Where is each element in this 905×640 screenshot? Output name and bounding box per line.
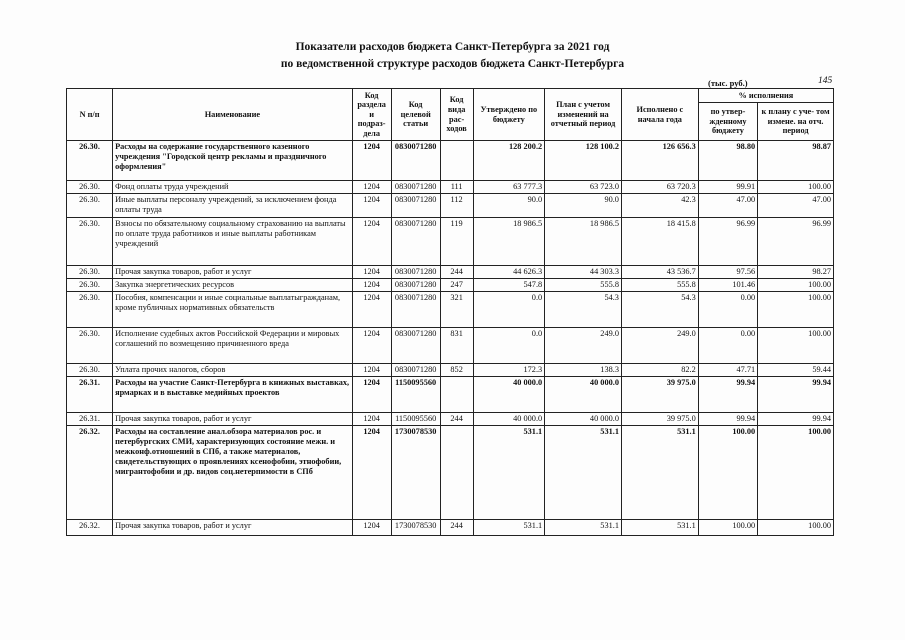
cell-plan: 531.1 [545,520,622,536]
cell-name: Исполнение судебных актов Российской Федерации и мировых соглашений по возмещению причиненного вреда [113,328,353,364]
cell-pct-plan: 47.00 [758,194,834,218]
header-name: Наименование [113,89,353,141]
cell-section: 1204 [352,377,391,413]
cell-plan: 63 723.0 [545,181,622,194]
cell-executed: 63 720.3 [621,181,698,194]
cell-type: 119 [440,218,473,266]
cell-name: Фонд оплаты труда учреждений [113,181,353,194]
cell-pct-approved: 100.00 [698,426,757,520]
cell-executed: 43 536.7 [621,266,698,279]
cell-num: 26.31. [67,377,113,413]
cell-plan: 128 100.2 [545,141,622,181]
cell-pct-plan: 98.27 [758,266,834,279]
header-type: Код вида рас- ходов [440,89,473,141]
cell-pct-plan: 99.94 [758,413,834,426]
report-title: Показатели расходов бюджета Санкт-Петербурга за 2021 год [295,41,610,53]
cell-plan: 18 986.5 [545,218,622,266]
cell-pct-plan: 100.00 [758,426,834,520]
cell-executed: 18 415.8 [621,218,698,266]
cell-target: 1150095560 [391,377,440,413]
cell-type [440,141,473,181]
cell-section: 1204 [352,279,391,292]
cell-plan: 40 000.0 [545,377,622,413]
table-row [67,218,834,266]
cell-pct-plan: 100.00 [758,328,834,364]
cell-plan: 531.1 [545,426,622,520]
header-approved: Утверждено по бюджету [473,89,545,141]
cell-section: 1204 [352,292,391,328]
cell-approved: 531.1 [473,520,545,536]
table-body [67,141,834,536]
cell-target: 0830071280 [391,194,440,218]
cell-num: 26.30. [67,181,113,194]
cell-name: Прочая закупка товаров, работ и услуг [113,413,353,426]
cell-executed: 531.1 [621,520,698,536]
cell-name: Расходы на участие Санкт-Петербурга в книжных выставках, ярмарках и в выставке медийных проектов [113,377,353,413]
header-target: Код целевой статьи [391,89,440,141]
cell-plan: 40 000.0 [545,413,622,426]
table-row [67,279,834,292]
cell-section: 1204 [352,181,391,194]
cell-pct-approved: 99.94 [698,377,757,413]
units-label: (тыс. руб.) [708,78,748,88]
report-subtitle: по ведомственной структуре расходов бюджета Санкт-Петербурга [280,58,625,70]
table-row [67,194,834,218]
cell-type: 321 [440,292,473,328]
cell-executed: 54.3 [621,292,698,328]
cell-name: Расходы на содержание государственного казенного учреждения "Городской центр рекламы и праздничного оформления" [113,141,353,181]
cell-type: 244 [440,413,473,426]
cell-approved: 40 000.0 [473,377,545,413]
cell-num: 26.30. [67,141,113,181]
cell-plan: 249.0 [545,328,622,364]
cell-pct-approved: 99.94 [698,413,757,426]
cell-target: 1730078530 [391,520,440,536]
cell-section: 1204 [352,141,391,181]
cell-executed: 531.1 [621,426,698,520]
cell-target: 0830071280 [391,328,440,364]
cell-section: 1204 [352,426,391,520]
cell-pct-plan: 59.44 [758,364,834,377]
cell-name: Пособия, компенсации и иные социальные выплатыгражданам, кроме публичных нормативных обязательств [113,292,353,328]
cell-approved: 90.0 [473,194,545,218]
cell-target: 0830071280 [391,292,440,328]
header-section: Код раздела и подраз- дела [352,89,391,141]
cell-approved: 128 200.2 [473,141,545,181]
cell-pct-approved: 47.00 [698,194,757,218]
cell-type: 112 [440,194,473,218]
cell-pct-approved: 98.80 [698,141,757,181]
cell-target: 0830071280 [391,218,440,266]
table-row [67,266,834,279]
cell-name: Уплата прочих налогов, сборов [113,364,353,377]
cell-target: 0830071280 [391,279,440,292]
cell-type [440,377,473,413]
cell-plan: 138.3 [545,364,622,377]
table-row [67,141,834,181]
cell-type: 852 [440,364,473,377]
cell-num: 26.30. [67,328,113,364]
table-row [67,292,834,328]
cell-target: 0830071280 [391,364,440,377]
header-num: N п/п [67,89,113,141]
cell-pct-approved: 47.71 [698,364,757,377]
cell-executed: 555.8 [621,279,698,292]
cell-plan: 555.8 [545,279,622,292]
page-number: 145 [818,76,833,86]
cell-executed: 42.3 [621,194,698,218]
cell-name: Иные выплаты персоналу учреждений, за исключением фонда оплаты труда [113,194,353,218]
cell-plan: 54.3 [545,292,622,328]
cell-target: 0830071280 [391,181,440,194]
cell-type: 831 [440,328,473,364]
cell-pct-approved: 101.46 [698,279,757,292]
table-row [67,364,834,377]
cell-pct-plan: 100.00 [758,181,834,194]
cell-executed: 39 975.0 [621,377,698,413]
cell-section: 1204 [352,364,391,377]
cell-type: 244 [440,520,473,536]
cell-type: 244 [440,266,473,279]
cell-pct-approved: 0.00 [698,292,757,328]
cell-approved: 40 000.0 [473,413,545,426]
cell-num: 26.30. [67,364,113,377]
cell-executed: 249.0 [621,328,698,364]
cell-section: 1204 [352,413,391,426]
cell-pct-approved: 100.00 [698,520,757,536]
cell-executed: 39 975.0 [621,413,698,426]
cell-name: Прочая закупка товаров, работ и услуг [113,520,353,536]
cell-pct-plan: 100.00 [758,520,834,536]
cell-section: 1204 [352,194,391,218]
cell-pct-approved: 0.00 [698,328,757,364]
table-row [67,413,834,426]
cell-section: 1204 [352,266,391,279]
cell-num: 26.30. [67,279,113,292]
cell-executed: 126 656.3 [621,141,698,181]
cell-num: 26.30. [67,292,113,328]
cell-target: 0830071280 [391,266,440,279]
cell-executed: 82.2 [621,364,698,377]
cell-pct-plan: 99.94 [758,377,834,413]
cell-target: 1150095560 [391,413,440,426]
cell-approved: 63 777.3 [473,181,545,194]
table-row [67,377,834,413]
cell-section: 1204 [352,218,391,266]
cell-plan: 44 303.3 [545,266,622,279]
cell-target: 0830071280 [391,141,440,181]
cell-num: 26.32. [67,520,113,536]
cell-pct-plan: 100.00 [758,292,834,328]
cell-num: 26.32. [67,426,113,520]
cell-pct-plan: 98.87 [758,141,834,181]
cell-type: 111 [440,181,473,194]
cell-approved: 0.0 [473,292,545,328]
cell-pct-plan: 96.99 [758,218,834,266]
table-row [67,426,834,520]
cell-type [440,426,473,520]
cell-approved: 18 986.5 [473,218,545,266]
cell-target: 1730078530 [391,426,440,520]
cell-name: Закупка энергетических ресурсов [113,279,353,292]
cell-pct-approved: 96.99 [698,218,757,266]
header-pct-approved: по утвер- жденному бюджету [698,103,757,141]
cell-name: Взносы по обязательному социальному страхованию на выплаты по оплате труда работников и иные выплаты работникам учреждений [113,218,353,266]
table-row [67,181,834,194]
cell-approved: 0.0 [473,328,545,364]
header-executed: Исполнено с начала года [621,89,698,141]
cell-pct-approved: 99.91 [698,181,757,194]
cell-pct-approved: 97.56 [698,266,757,279]
cell-name: Расходы на составление анал.обзора материалов рос. и петербургских СМИ, характеризующих состояние межн. и межконф.отношений в СПб, а также материалов, свидетельствующих о проявлениях ксенофобии, этнофобии, мигрантофобии и др. видов соц.нетерпимости в СПб [113,426,353,520]
cell-plan: 90.0 [545,194,622,218]
cell-section: 1204 [352,328,391,364]
cell-section: 1204 [352,520,391,536]
cell-approved: 531.1 [473,426,545,520]
cell-num: 26.30. [67,218,113,266]
budget-table [66,88,834,536]
header-percent: % исполнения [698,89,833,103]
cell-approved: 44 626.3 [473,266,545,279]
cell-num: 26.30. [67,194,113,218]
cell-num: 26.31. [67,413,113,426]
table-row [67,520,834,536]
header-plan: План с учетом изменений на отчетный период [545,89,622,141]
cell-approved: 547.8 [473,279,545,292]
cell-pct-plan: 100.00 [758,279,834,292]
cell-name: Прочая закупка товаров, работ и услуг [113,266,353,279]
cell-approved: 172.3 [473,364,545,377]
header-pct-plan: к плану с уче- том измене. на отч. период [758,103,834,141]
cell-type: 247 [440,279,473,292]
cell-num: 26.30. [67,266,113,279]
table-row [67,328,834,364]
